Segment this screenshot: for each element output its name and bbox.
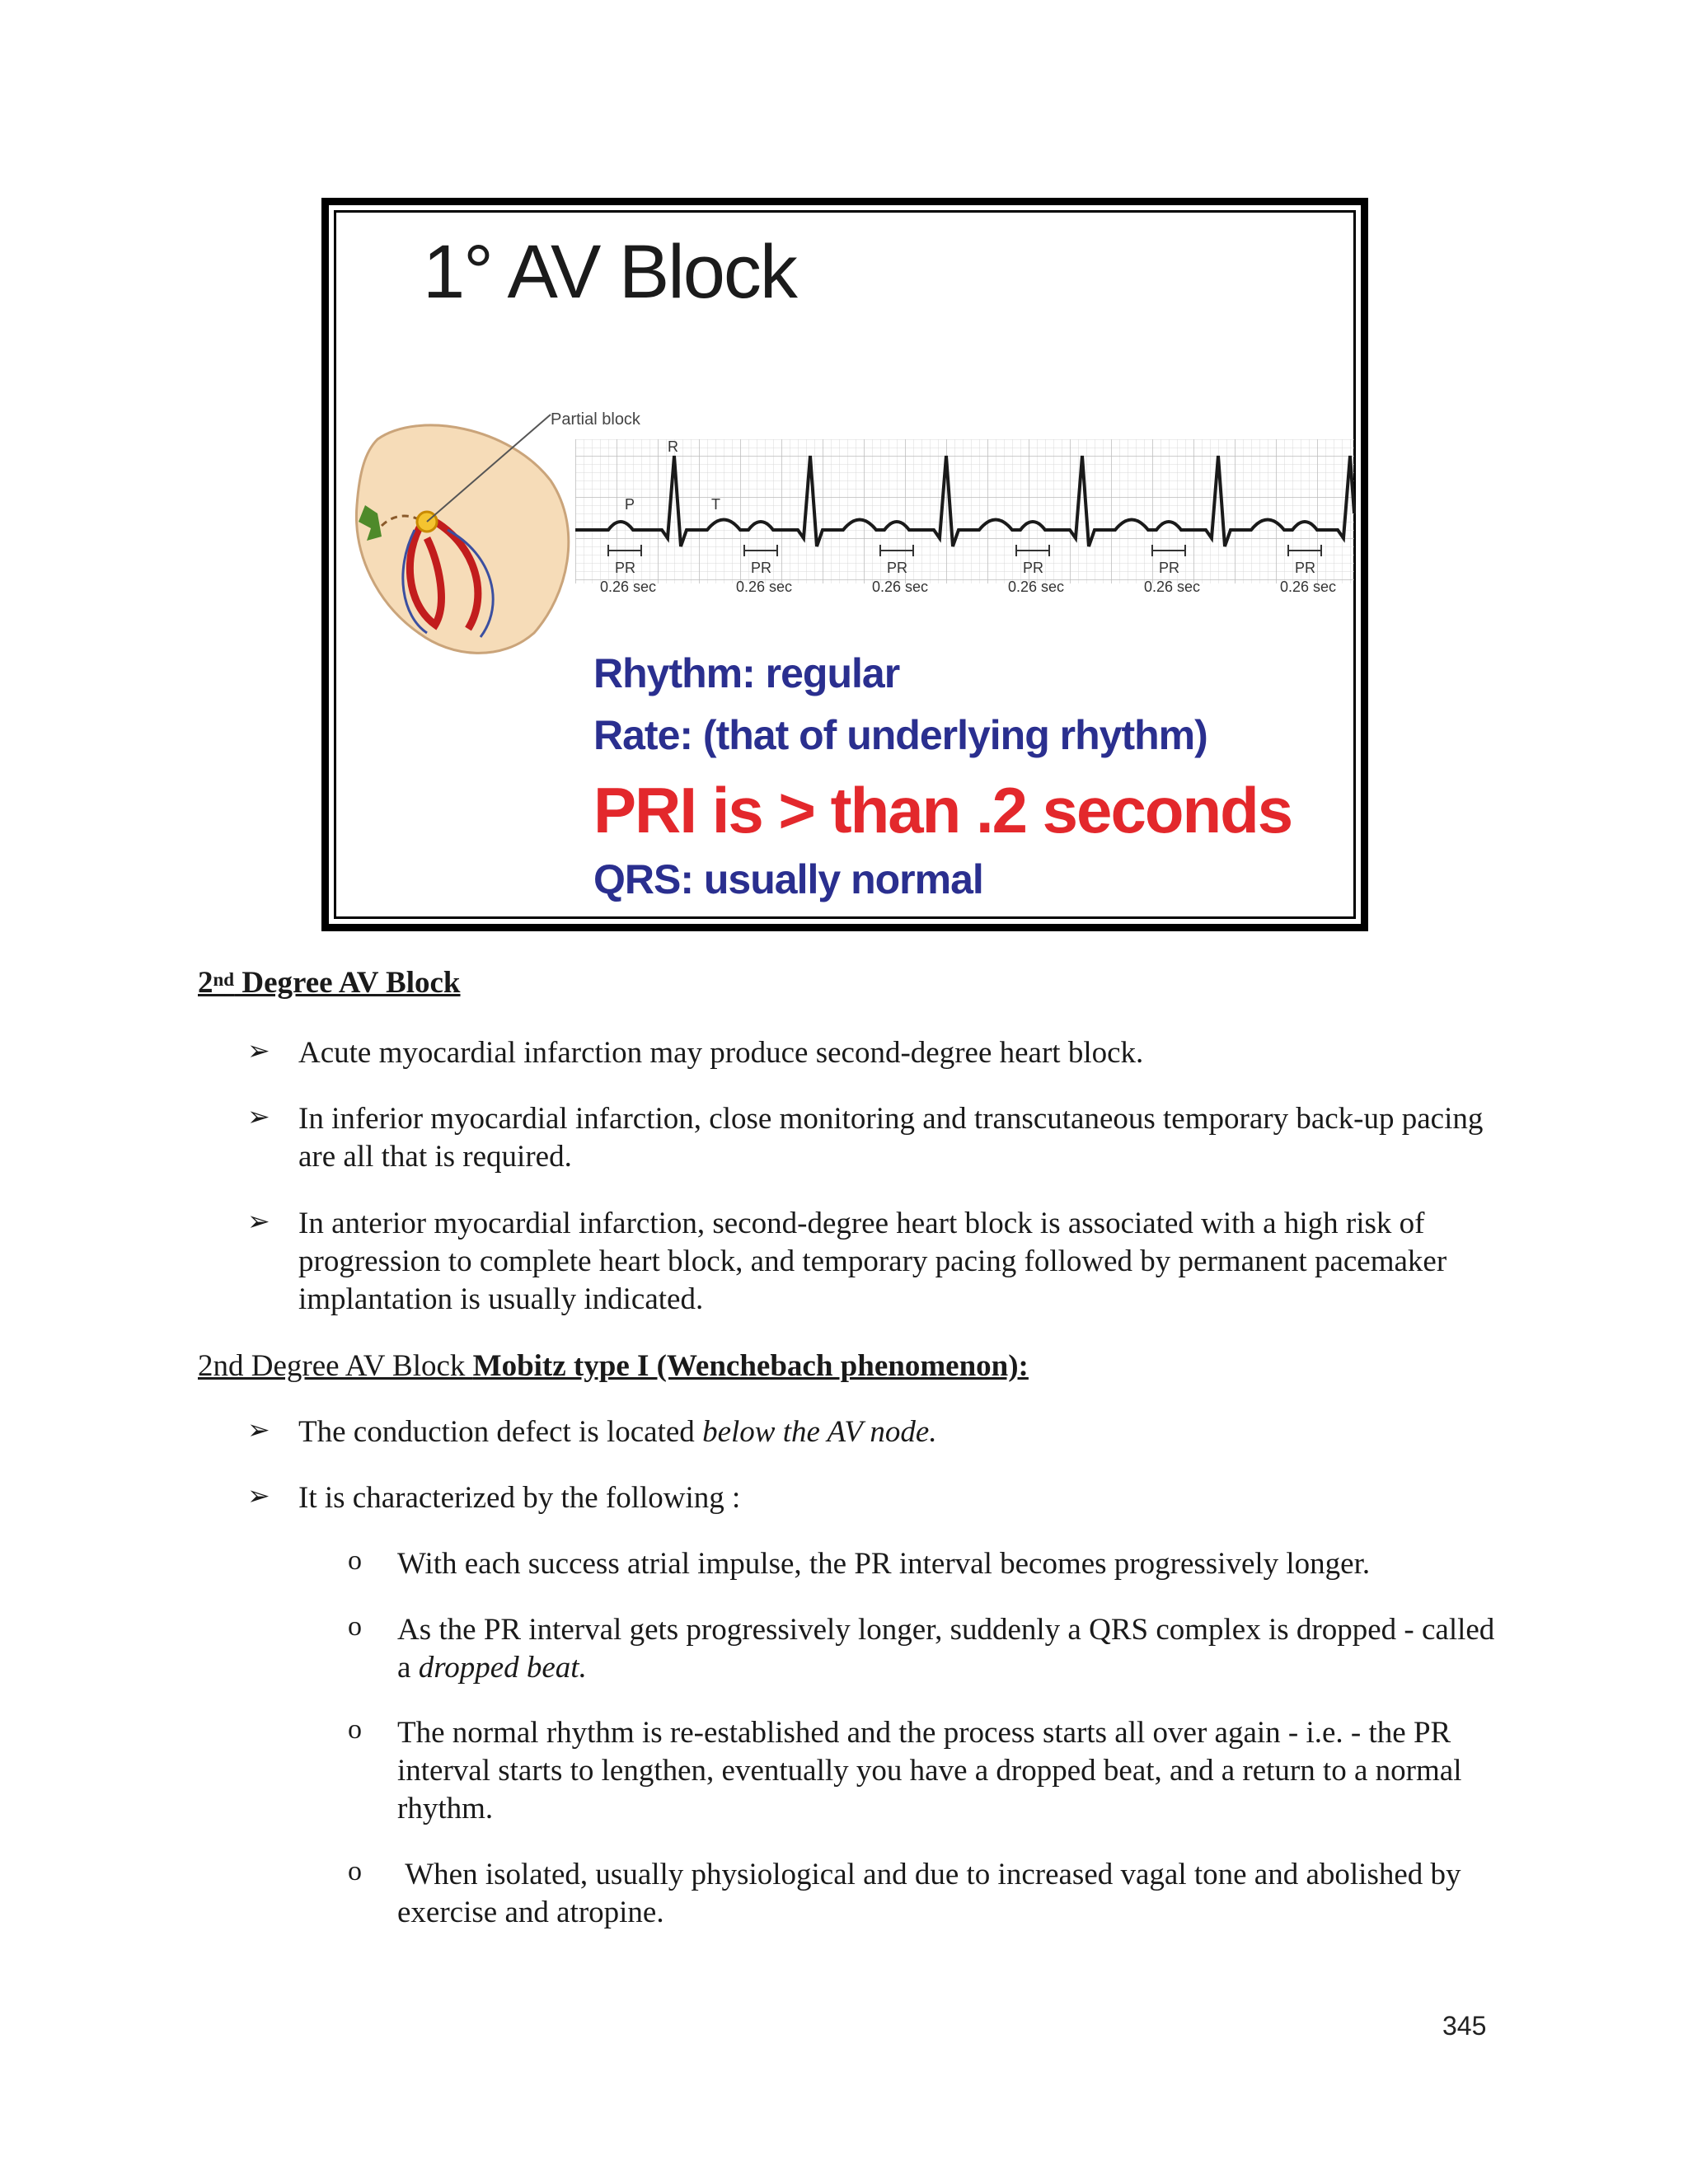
pr-value-label: 0.26 sec (1144, 579, 1201, 595)
list-item (247, 1479, 1500, 1517)
subheading-bold: Mobitz type I (Wenchebach phenomenon): (472, 1349, 1029, 1383)
bullet-text: Acute myocardial infarction may produce second-degree heart block. (298, 1036, 1144, 1070)
heading-rest: Degree AV Block (234, 966, 461, 1000)
pr-value-label: 0.26 sec (1008, 579, 1065, 595)
figure-pri-text: PRI is > than .2 seconds (593, 774, 1292, 846)
av-block-figure (321, 198, 1368, 931)
r-wave-label: R (668, 438, 678, 455)
pr-label: PR (1295, 560, 1316, 576)
figure-inner-frame (334, 210, 1356, 919)
bullet-text-normal: The conduction defect is located (298, 1415, 703, 1449)
sub-list-item (348, 1545, 1502, 1583)
circle-bullet-icon: o (348, 1545, 362, 1576)
pr-label: PR (887, 560, 908, 576)
arrow-bullet-icon: ➢ (247, 1482, 270, 1511)
pr-label: PR (615, 560, 636, 576)
page-number: 345 (1442, 2011, 1487, 2041)
circle-bullet-icon: o (348, 1714, 362, 1745)
heading-superscript: nd (213, 969, 235, 990)
list-item (247, 1100, 1500, 1176)
pr-label: PR (1159, 560, 1180, 576)
arrow-bullet-icon: ➢ (247, 1037, 270, 1066)
t-wave-label: T (711, 496, 720, 513)
sub-bullet-text: With each success atrial impulse, the PR interval becomes progressively longer. (397, 1547, 1371, 1581)
list-item (247, 1205, 1500, 1319)
section-heading (198, 964, 461, 1002)
pr-label: PR (1023, 560, 1044, 576)
arrow-bullet-icon: ➢ (247, 1416, 270, 1446)
bullet-text: It is characterized by the following : (298, 1481, 741, 1515)
figure-title: 1° AV Block (423, 230, 796, 314)
pr-value-label: 0.26 sec (872, 579, 929, 595)
sub-list-item (348, 1611, 1502, 1687)
heading-prefix: 2 (198, 966, 213, 1000)
circle-bullet-icon: o (348, 1611, 362, 1642)
arrow-bullet-icon: ➢ (247, 1207, 270, 1237)
sub-bullet-text (397, 1611, 1502, 1687)
subsection-heading (198, 1347, 1029, 1385)
figure-rhythm-text: Rhythm: regular (593, 650, 900, 696)
pr-value-label: 0.26 sec (1280, 579, 1337, 595)
arrow-bullet-icon: ➢ (247, 1103, 270, 1132)
subheading-normal: 2nd Degree AV Block (198, 1349, 473, 1383)
partial-block-label: Partial block (551, 410, 640, 429)
sub-bullet-text-italic: dropped beat. (418, 1651, 587, 1685)
bullet-text: In anterior myocardial infarction, second-degree heart block is associated with a high risk of progression to complete heart block, and temporary pacing followed by permanent pacemaker implantation is usually indicated. (298, 1207, 1447, 1316)
p-wave-label: P (625, 496, 635, 513)
pr-value-label: 0.26 sec (736, 579, 793, 595)
circle-bullet-icon: o (348, 1856, 362, 1886)
figure-rate-text: Rate: (that of underlying rhythm) (593, 712, 1207, 758)
sub-bullet-text: The normal rhythm is re-established and the process starts all over again - i.e. - the PR interval starts to lengthen, eventually you have a dropped beat, and a return to a normal rhythm. (397, 1716, 1462, 1825)
sub-list-item (348, 1714, 1502, 1828)
list-item (247, 1034, 1500, 1072)
bullet-text-italic: below the AV node. (702, 1415, 937, 1449)
bullet-text: In inferior myocardial infarction, close monitoring and transcutaneous temporary back-up pacing are all that is required. (298, 1102, 1484, 1174)
pr-label: PR (751, 560, 772, 576)
figure-qrs-text: QRS: usually normal (593, 856, 983, 902)
list-item (247, 1413, 1500, 1451)
sub-bullet-text-normal: As the PR interval gets progressively longer, suddenly a QRS complex is dropped - called a (397, 1613, 1495, 1685)
ecg-strip (575, 415, 1358, 612)
pr-value-label: 0.26 sec (600, 579, 657, 595)
sub-list-item (348, 1856, 1502, 1932)
sub-bullet-text: When isolated, usually physiological and due to increased vagal tone and abolished by exercise and atropine. (397, 1858, 1469, 1929)
bullet-text (298, 1413, 1500, 1451)
